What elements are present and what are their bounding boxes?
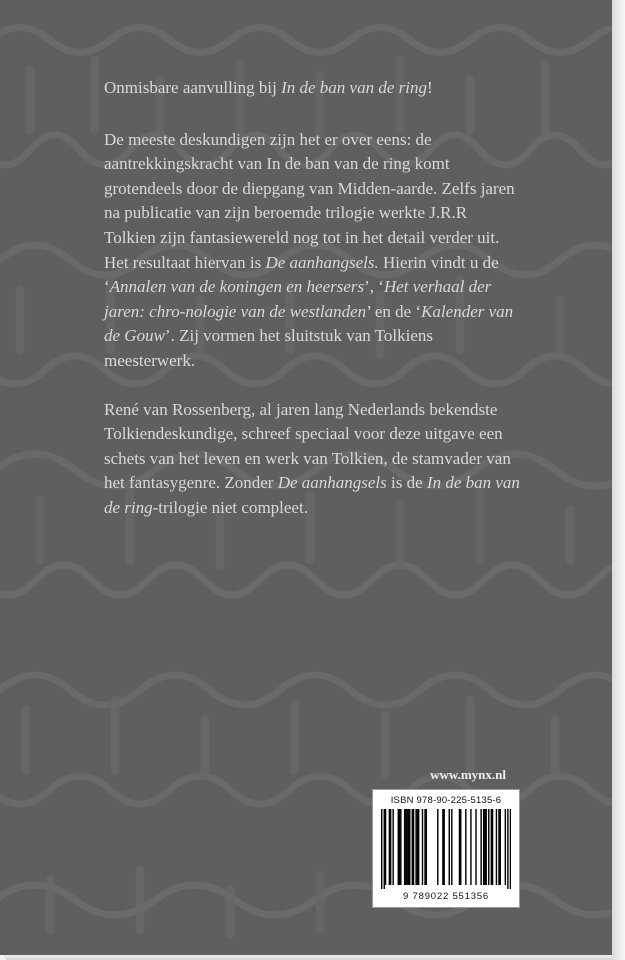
lead-title: In de ban van de ring [281, 78, 427, 97]
publisher-website: www.mynx.nl [430, 767, 506, 782]
barcode-bar [484, 809, 485, 885]
barcode-bar [418, 809, 419, 885]
lead-text: Onmisbare aanvulling bij [104, 78, 282, 97]
barcode-bar [389, 809, 390, 885]
description-paragraph: De meeste deskundigen zijn het er over eens: de aantrekkingskracht van In de ban van de ring komt grotendeels door de diepgang van Midden-aarde. Zelfs jaren na publicatie van zijn beroemde trilogie werkte J.R.R Tolkien zijn fantasiewereld nog tot in het detail verder uit. Het resultaat hiervan is De aanhangsels. Hierin vindt u de ‘Annalen van de koningen en heersers’, ‘Het verhaal der jaren: chro-nologie van de westlanden’ en de ‘Kalender van de Gouw’. Zij vormen het sluitstuk van Tolkiens meesterwerk. [104, 129, 515, 370]
barcode-bar [498, 809, 499, 885]
isbn-label: ISBN 978-90-225-5135-6 [390, 795, 502, 806]
barcode-bar [422, 809, 423, 885]
barcode-bar [492, 809, 493, 885]
barcode-bar [400, 809, 401, 885]
barcode-bar [426, 809, 427, 885]
barcode-bar [443, 809, 444, 885]
barcode-bar [437, 809, 438, 885]
barcode-bar [408, 809, 409, 885]
barcode-bar [384, 809, 385, 889]
barcode-bar [381, 809, 382, 889]
barcode-box [372, 789, 520, 908]
barcode-bar [409, 809, 410, 885]
barcode-bar [406, 809, 407, 885]
page-edge [612, 0, 625, 960]
barcode-bar [505, 809, 506, 885]
barcode-bar [470, 809, 471, 885]
lead-end: ! [426, 78, 433, 97]
barcode-bar [424, 809, 425, 885]
barcode-bar [475, 809, 476, 885]
barcode-bar [390, 809, 391, 885]
barcode-bar [486, 809, 487, 885]
barcode-bar [500, 809, 501, 885]
barcode-bar [496, 809, 497, 885]
barcode-bar [385, 809, 386, 885]
author-paragraph: René van Rossenberg, al jaren lang Nederlands bekendste Tolkiendeskundige, schreef speciaal voor deze uitgave een schets van het leven en werk van Tolkien, de stamvader van het fantasygenre. Zonder De aanhangsels is de In de ban van de ring-trilogie niet compleet. [104, 399, 520, 517]
barcode-bar [449, 809, 450, 885]
barcode-bar [442, 809, 443, 885]
barcode-bar [510, 809, 511, 889]
barcode [381, 809, 511, 889]
barcode-bar [405, 809, 406, 885]
barcode-bar [399, 809, 400, 885]
barcode-bar [415, 809, 416, 885]
blurb [104, 76, 522, 545]
barcode-digits: 9 789022 551356 [403, 891, 489, 902]
barcode-bar [483, 809, 484, 885]
barcode-bar [491, 809, 492, 885]
barcode-bar [404, 809, 405, 885]
barcode-bar [413, 809, 414, 885]
lead-line [104, 76, 522, 101]
barcode-bar [412, 809, 413, 885]
barcode-bar [460, 809, 461, 885]
barcode-bar [451, 809, 452, 885]
barcode-bar [417, 809, 418, 885]
barcode-bar [465, 809, 466, 885]
barcode-bar [488, 809, 489, 885]
barcode-bar [392, 809, 393, 885]
barcode-bar [507, 809, 508, 889]
barcode-bar [480, 809, 481, 885]
barcode-bar [398, 809, 399, 885]
barcode-bar [459, 809, 460, 885]
